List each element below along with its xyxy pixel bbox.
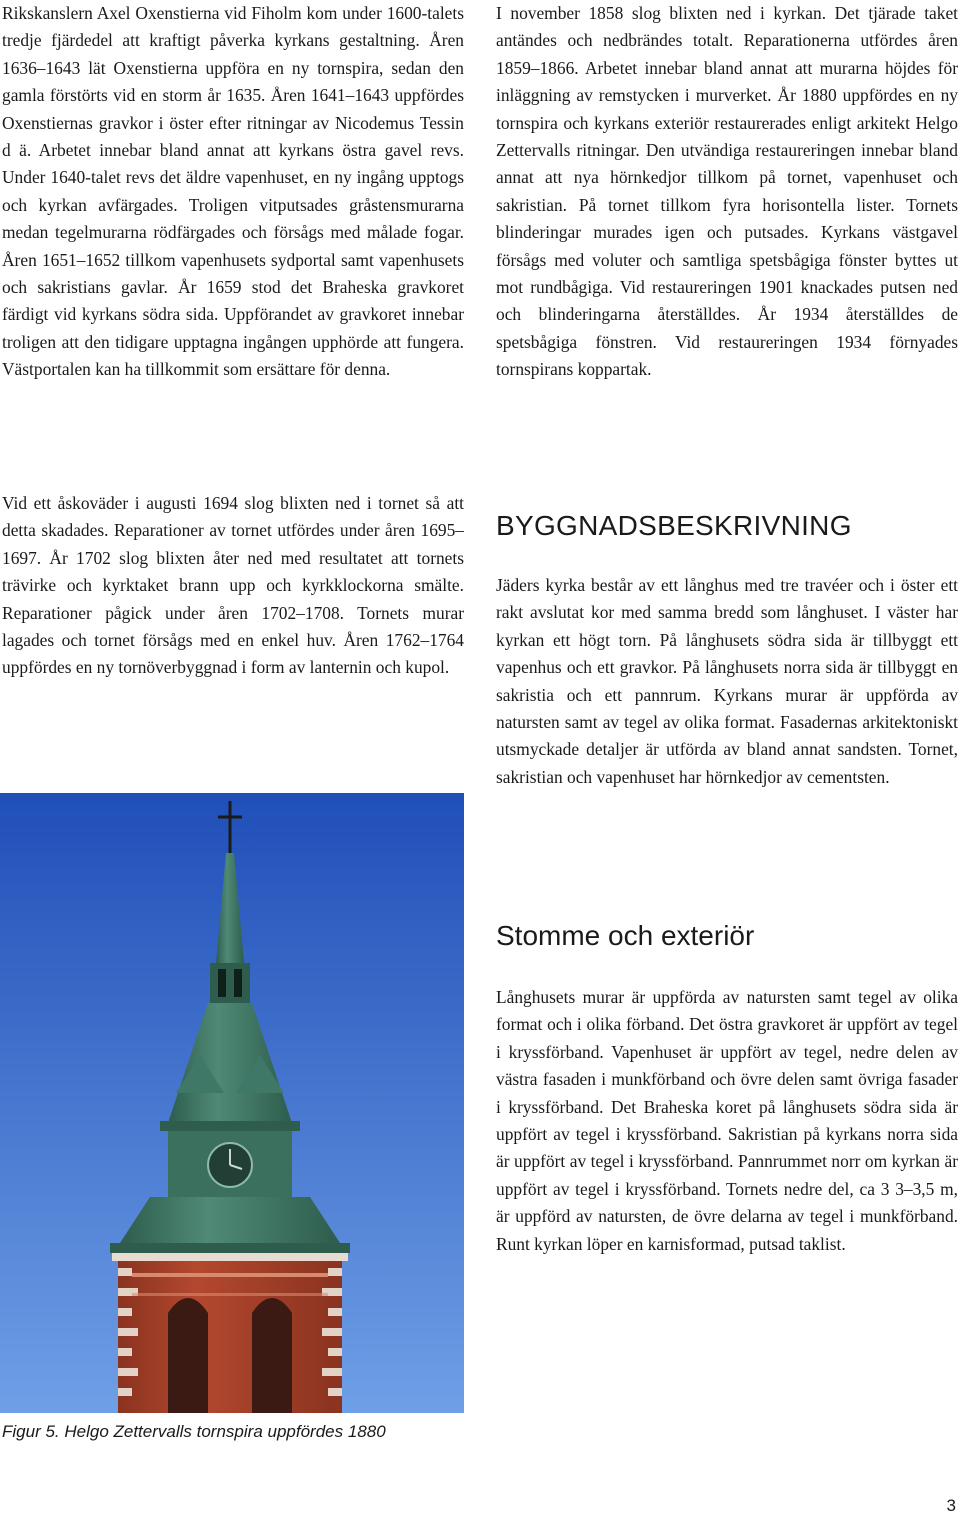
left-column-top	[2, 0, 464, 384]
right-column-top	[496, 0, 958, 384]
paragraph-lightning-1694: Vid ett åskoväder i augusti 1694 slog blixten ned i tornet så att detta skadades. Reparationer av tornet utfördes under åren 1695–1697. År 1702 slog blixten åter ned med resultatet att tornets trävirke och kyrktaket brann upp och kyrkklockorna smälte. Reparationer pågick under åren 1702–1708. Tornets murar lagades och tornet försågs med en enkel huv. Åren 1762–1764 uppfördes en ny tornöverbyggnad i form av lanternin och kupol.	[2, 493, 464, 678]
heading-byggnadsbeskrivning: BYGGNADSBESKRIVNING	[496, 510, 852, 541]
paragraph-stomme: Långhusets murar är uppförda av natursten samt tegel av olika format och i olika förband. Det östra gravkoret är uppfört av tegel i kryssförband. Vapenhuset är uppfört av tegel, nedre delen av västra fasaden i munkförband och övre delen samt övriga fasader i kryssförband. Det Braheska koret på långhusets södra sida är uppfört av tegel i kryssförband. Sakristian på kyrkans norra sida är uppfört av tegel i kryssförband. Pannrummet norr om kyrkan är uppfört av tegel i kryssförband. Tornets nedre del, ca 3 3–3,5 m, är uppförd av natursten, de övre delarna av tegel i munkförband. Runt kyrkan löper en karnisformad, putsad taklist.	[496, 987, 958, 1254]
right-column-byggnadsbeskrivning	[496, 572, 958, 791]
lower-dome	[120, 1197, 340, 1243]
paragraph-byggnadsbeskrivning: Jäders kyrka består av ett långhus med tre travéer och i öster ett rakt avslutat kor med samma bredd som långhuset. I väster har kyrkan ett högt torn. På långhusets södra sida är tillbyggt ett vapenhus och ett gravkor. På långhusets norra sida är tillbyggt en sakristia och ett pannrum. Kyrkans murar är uppförda av natursten samt av tegel av olika format. Fasadernas arkitektoniskt utsmyckade detaljer är utförda av bland annat sandsten. Tornet, sakristian och vapenhuset har hörnkedjor av cementsten.	[496, 575, 958, 787]
upper-lantern	[210, 963, 250, 1003]
figure-caption: Figur 5. Helgo Zettervalls tornspira uppfördes 1880	[2, 1422, 386, 1441]
church-tower-illustration	[0, 793, 464, 1413]
tower-window-left	[168, 1298, 208, 1413]
paragraph-lightning-1858: I november 1858 slog blixten ned i kyrkan. Det tjärade taket antändes och nedbrändes totalt. Reparationerna utfördes åren 1859–1866. Arbetet innebar bland annat att murarna höjdes för inläggning av remstycken i murverket. År 1880 uppfördes en ny tornspira och kyrkans exteriör restaurerades enligt arkitekt Helgo Zettervalls ritningar. Den utvändiga restaureringen innebar bland annat att nya hörnkedjor tillkom på tornet, vapenhuset och sakristian. På tornet tillkom fyra horisontella lister. Tornets blinderingar murades igen och putsades. Kyrkans västgavel försågs med voluter och samtliga spetsbågiga fönster byttes ut mot rundbågiga. Vid restaureringen 1901 knackades putsen ned och blinderingarna återställdes. År 1934 återställdes de spetsbågiga fönstren. Vid restaureringen 1934 förnyades tornspirans koppartak.	[496, 3, 958, 380]
page-number: 3	[946, 1496, 956, 1515]
heading-stomme-och-exterior: Stomme och exteriör	[496, 920, 755, 951]
left-column-middle	[2, 490, 464, 682]
tower-window-right	[252, 1298, 292, 1413]
paragraph-history-1600s: Rikskanslern Axel Oxenstierna vid Fiholm kom under 1600-talets tredje fjärdedel att kraftigt påverka kyrkans gestaltning. Åren 1636–1643 lät Oxenstierna uppföra en ny tornspira, sedan den gamla förstörts vid en storm år 1635. Åren 1641–1643 uppfördes Oxenstiernas gravkor i öster efter ritningar av Nicodemus Tessin d ä. Arbetet innebar bland annat att kyrkans östra gavel revs. Under 1640-talet revs det äldre vapenhuset, en ny ingång upptogs och kyrkan avfärgades. Troligen vitputsades gråstensmurarna medan tegelmurarna rödfärgades och försågs med målade fogar. Åren 1651–1652 tillkom vapenhusets sydportal samt vapenhusets och sakristians gavlar. År 1659 stod det Braheska gravkoret färdigt vid kyrkans södra sida. Uppförandet av gravkoret innebar troligen att den tidigare upptagna ingången upphörde att fungera. Västportalen kan ha tillkommit som ersättare för denna.	[2, 3, 464, 380]
right-column-stomme	[496, 984, 958, 1258]
church-tower-photo	[0, 793, 464, 1413]
